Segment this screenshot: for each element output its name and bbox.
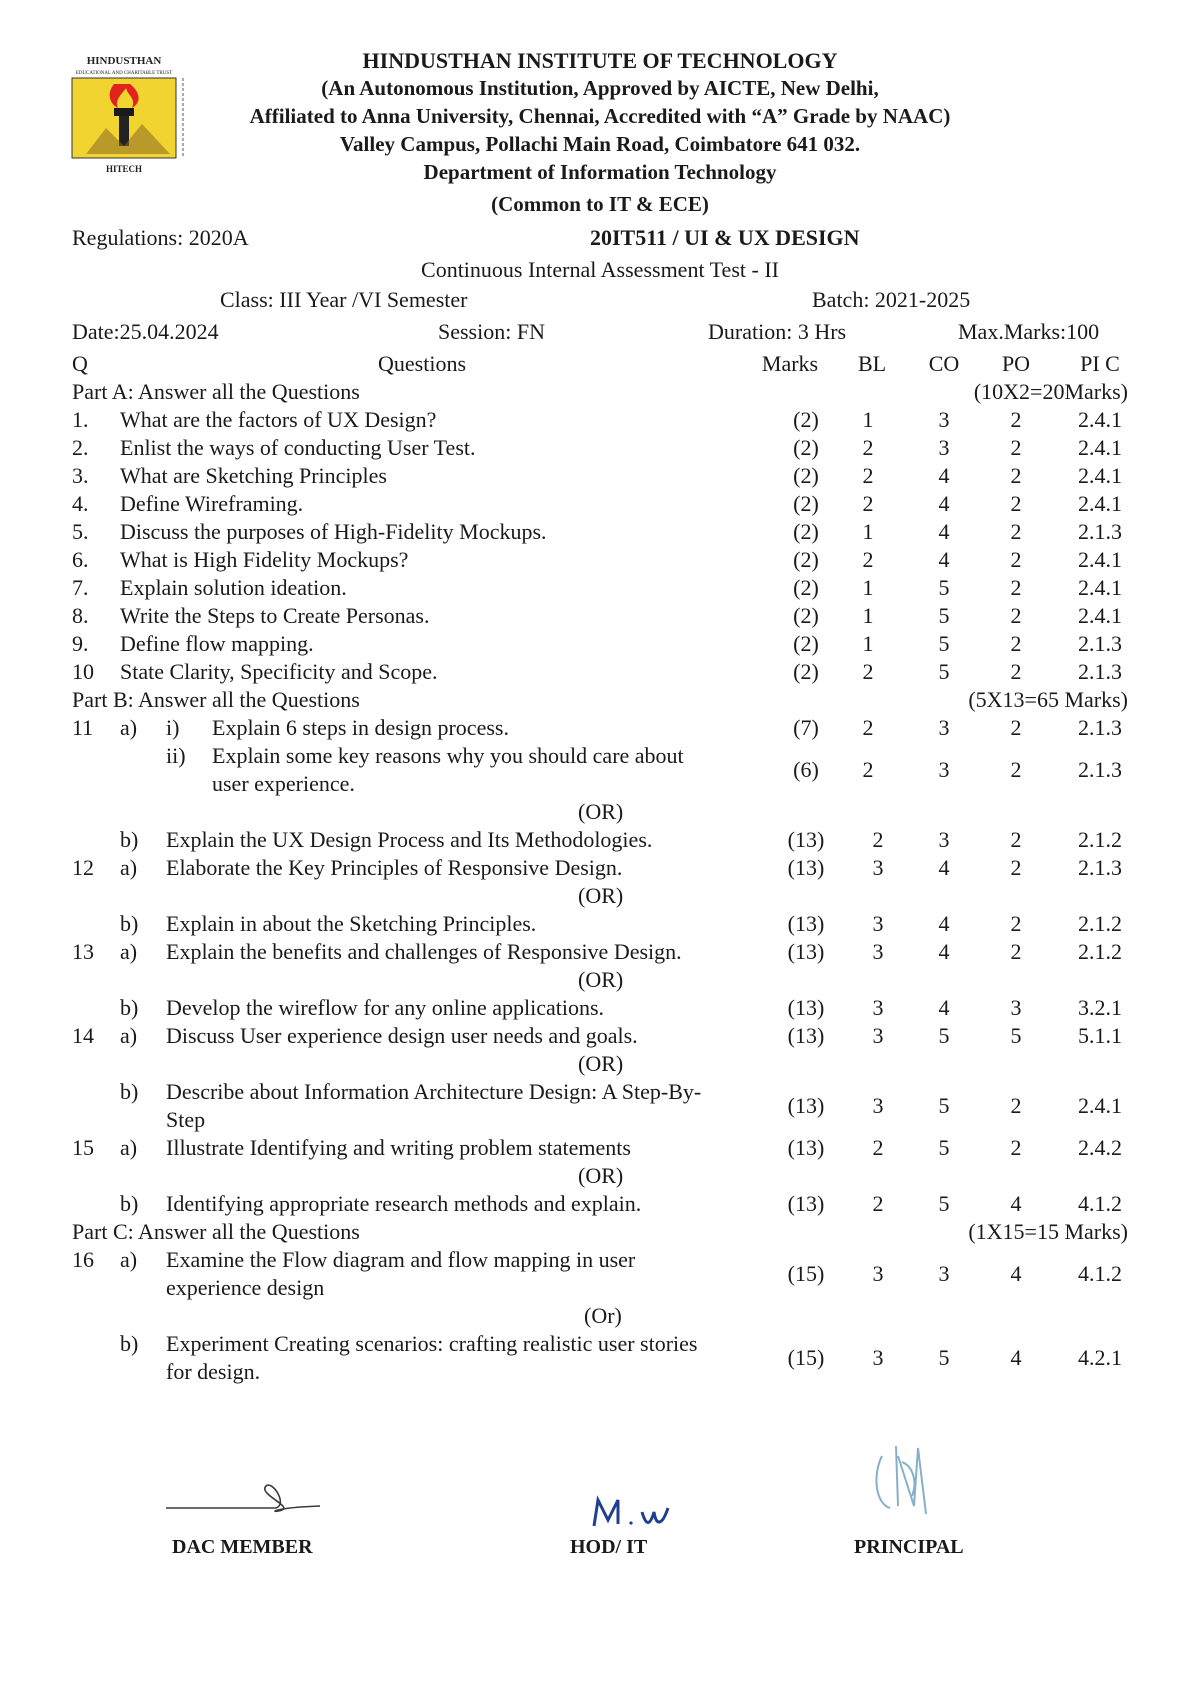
regulations: Regulations: 2020A <box>72 225 249 250</box>
q-text: What are Sketching Principles <box>120 463 387 488</box>
q-number: 12 <box>72 855 94 880</box>
q-pic: 2.1.2 <box>1078 939 1122 964</box>
q-marks: (15) <box>787 1261 825 1286</box>
q-bl: 2 <box>862 491 874 516</box>
q-bl: 2 <box>862 757 874 782</box>
q-pic: 5.1.1 <box>1078 1023 1122 1048</box>
or-separator <box>0 966 1200 994</box>
q-bl: 2 <box>862 435 874 460</box>
q-text: Define flow mapping. <box>120 631 314 656</box>
q-option: b) <box>120 1191 139 1216</box>
part-b-header <box>0 686 1200 714</box>
col-pic: PI C <box>1080 351 1120 376</box>
q-bl: 2 <box>862 463 874 488</box>
q-marks: (2) <box>793 519 819 544</box>
q-number: 14 <box>72 1023 94 1048</box>
q-co: 3 <box>938 435 950 460</box>
q-marks: (13) <box>787 1191 825 1216</box>
q-co: 5 <box>938 659 950 684</box>
q-marks: (13) <box>787 939 825 964</box>
q-text-continued: user experience. <box>212 771 355 796</box>
q-text: Write the Steps to Create Personas. <box>120 603 430 628</box>
q-number: 2. <box>72 435 89 460</box>
q-text: State Clarity, Specificity and Scope. <box>120 659 438 684</box>
part-c-marks: (1X15=15 Marks) <box>968 1219 1128 1244</box>
q-bl: 3 <box>872 995 884 1020</box>
q-option: b) <box>120 827 139 852</box>
logo-text-sub: EDUCATIONAL AND CHARITABLE TRUST <box>75 71 173 76</box>
q-co: 4 <box>938 463 950 488</box>
q-po: 2 <box>1010 463 1022 488</box>
q-marks: (2) <box>793 491 819 516</box>
q-po: 2 <box>1010 1093 1022 1118</box>
q-text: What is High Fidelity Mockups? <box>120 547 409 572</box>
q-text: Define Wireframing. <box>120 491 304 516</box>
col-questions: Questions <box>378 351 466 376</box>
q-co: 5 <box>938 1093 950 1118</box>
q-bl: 1 <box>862 519 874 544</box>
table-row <box>0 1022 1200 1050</box>
table-row <box>0 1330 1200 1386</box>
q-co: 4 <box>938 995 950 1020</box>
q-pic: 2.1.2 <box>1078 911 1122 936</box>
q-pic: 2.4.1 <box>1078 603 1122 628</box>
q-po: 2 <box>1010 519 1022 544</box>
q-marks: (2) <box>793 575 819 600</box>
table-row <box>0 462 1200 490</box>
part-c-header <box>0 1218 1200 1246</box>
q-marks: (2) <box>793 407 819 432</box>
q-pic: 2.4.1 <box>1078 463 1122 488</box>
q-pic: 2.4.1 <box>1078 575 1122 600</box>
table-row <box>0 518 1200 546</box>
table-row <box>0 1190 1200 1218</box>
q-co: 3 <box>938 827 950 852</box>
q-option: a) <box>120 1135 138 1160</box>
q-bl: 3 <box>872 911 884 936</box>
q-po: 2 <box>1010 491 1022 516</box>
q-text: Explain the benefits and challenges of Responsive Design. <box>166 939 682 964</box>
institute-name: HINDUSTHAN INSTITUTE OF TECHNOLOGY <box>362 48 838 73</box>
or-label: (OR) <box>578 967 624 992</box>
q-number: 7. <box>72 575 89 600</box>
q-pic: 2.4.1 <box>1078 547 1122 572</box>
q-co: 4 <box>938 491 950 516</box>
part-b-marks: (5X13=65 Marks) <box>968 687 1128 712</box>
department-name: Department of Information Technology <box>423 160 777 184</box>
q-marks: (15) <box>787 1345 825 1370</box>
or-label: (OR) <box>578 1051 624 1076</box>
table-row <box>0 490 1200 518</box>
logo-text-top: HINDUSTHAN <box>86 55 162 67</box>
table-row <box>0 574 1200 602</box>
q-po: 5 <box>1010 1023 1022 1048</box>
q-marks: (13) <box>787 827 825 852</box>
q-text: Identifying appropriate research methods and explain. <box>166 1191 642 1216</box>
part-b-title: Part B: Answer all the Questions <box>72 687 360 712</box>
hod-signature <box>584 1490 704 1540</box>
q-bl: 1 <box>862 575 874 600</box>
q-text: Explain solution ideation. <box>120 575 347 600</box>
or-label: (OR) <box>578 799 624 824</box>
q-text-continued: for design. <box>166 1359 261 1384</box>
common-note: (Common to IT & ECE) <box>491 192 709 216</box>
q-po: 2 <box>1010 757 1022 782</box>
q-bl: 3 <box>872 1023 884 1048</box>
table-row <box>0 434 1200 462</box>
q-text: Develop the wireflow for any online applications. <box>166 995 605 1020</box>
q-number: 5. <box>72 519 89 544</box>
q-po: 4 <box>1010 1345 1022 1370</box>
table-row <box>0 406 1200 434</box>
or-separator <box>0 1162 1200 1190</box>
exam-session: Session: FN <box>438 319 545 344</box>
q-text: Explain the UX Design Process and Its Methodologies. <box>166 827 653 852</box>
q-option: b) <box>120 995 139 1020</box>
q-number: 15 <box>72 1135 94 1160</box>
q-co: 3 <box>938 407 950 432</box>
q-option: a) <box>120 715 138 740</box>
q-bl: 2 <box>862 659 874 684</box>
or-separator <box>0 882 1200 910</box>
col-marks: Marks <box>761 351 819 376</box>
q-marks: (2) <box>793 463 819 488</box>
q-co: 5 <box>938 575 950 600</box>
q-number: 13 <box>72 939 94 964</box>
class-info: Class: III Year /VI Semester <box>220 287 468 312</box>
q-po: 2 <box>1010 855 1022 880</box>
q-po: 2 <box>1010 547 1022 572</box>
principal-label: PRINCIPAL <box>854 1536 964 1558</box>
q-option: b) <box>120 1331 139 1356</box>
q-option: a) <box>120 855 138 880</box>
q-co: 5 <box>938 1135 950 1160</box>
q-marks: (13) <box>787 995 825 1020</box>
q-option: b) <box>120 911 139 936</box>
q-co: 4 <box>938 519 950 544</box>
col-co: CO <box>928 351 960 376</box>
q-text: Describe about Information Architecture Design: A Step-By- <box>166 1079 702 1104</box>
q-text: Enlist the ways of conducting User Test. <box>120 435 476 460</box>
q-marks: (2) <box>793 435 819 460</box>
q-marks: (2) <box>793 631 819 656</box>
q-pic: 4.1.2 <box>1078 1261 1122 1286</box>
q-po: 2 <box>1010 659 1022 684</box>
q-marks: (13) <box>787 1135 825 1160</box>
q-po: 2 <box>1010 603 1022 628</box>
q-po: 2 <box>1010 407 1022 432</box>
hod-label: HOD/ IT <box>570 1536 648 1558</box>
q-pic: 2.1.3 <box>1078 855 1122 880</box>
q-text-continued: Step <box>166 1107 206 1132</box>
q-bl: 3 <box>872 1345 884 1370</box>
table-row <box>0 546 1200 574</box>
q-bl: 2 <box>862 715 874 740</box>
part-c-title: Part C: Answer all the Questions <box>72 1219 360 1244</box>
test-title: Continuous Internal Assessment Test - II <box>421 257 779 282</box>
q-marks: (13) <box>787 911 825 936</box>
q-po: 2 <box>1010 939 1022 964</box>
q-pic: 2.1.3 <box>1078 757 1122 782</box>
q-pic: 2.4.1 <box>1078 1093 1122 1118</box>
q-co: 5 <box>938 1023 950 1048</box>
or-separator <box>0 1050 1200 1078</box>
q-text: What are the factors of UX Design? <box>120 407 437 432</box>
q-option: a) <box>120 1023 138 1048</box>
q-co: 4 <box>938 855 950 880</box>
q-text-continued: experience design <box>166 1275 325 1300</box>
part-a-header <box>0 378 1200 406</box>
q-number: 4. <box>72 491 89 516</box>
table-row <box>0 630 1200 658</box>
q-bl: 3 <box>872 855 884 880</box>
q-po: 2 <box>1010 911 1022 936</box>
table-row <box>0 714 1200 742</box>
q-co: 5 <box>938 631 950 656</box>
q-number: 16 <box>72 1247 94 1272</box>
q-pic: 4.2.1 <box>1078 1345 1122 1370</box>
q-number: 11 <box>72 715 94 740</box>
table-row <box>0 994 1200 1022</box>
q-co: 4 <box>938 547 950 572</box>
or-label: (Or) <box>584 1303 622 1328</box>
col-po: PO <box>1001 351 1031 376</box>
q-bl: 1 <box>862 631 874 656</box>
table-row <box>0 938 1200 966</box>
or-label: (OR) <box>578 1163 624 1188</box>
q-text: Explain in about the Sketching Principles. <box>166 911 537 936</box>
q-po: 2 <box>1010 827 1022 852</box>
table-row <box>0 1246 1200 1302</box>
q-pic: 2.4.1 <box>1078 435 1122 460</box>
q-text: Discuss the purposes of High-Fidelity Mockups. <box>120 519 547 544</box>
institute-line-3: Affiliated to Anna University, Chennai, Accredited with “A” Grade by NAAC) <box>249 104 951 128</box>
or-separator <box>0 798 1200 826</box>
q-marks: (6) <box>793 757 819 782</box>
q-marks: (2) <box>793 547 819 572</box>
q-bl: 3 <box>872 1261 884 1286</box>
q-number: 1. <box>72 407 89 432</box>
table-row <box>0 1078 1200 1134</box>
q-number: 9. <box>72 631 89 656</box>
part-a-title: Part A: Answer all the Questions <box>72 379 360 404</box>
table-row <box>0 742 1200 798</box>
dac-member-label: DAC MEMBER <box>172 1536 313 1558</box>
q-text: Illustrate Identifying and writing problem statements <box>166 1135 631 1160</box>
table-row <box>0 658 1200 686</box>
q-pic: 2.4.1 <box>1078 407 1122 432</box>
q-text: Examine the Flow diagram and flow mapping in user <box>166 1247 636 1272</box>
q-text: Discuss User experience design user needs and goals. <box>166 1023 638 1048</box>
q-number: 3. <box>72 463 89 488</box>
institute-line-2: (An Autonomous Institution, Approved by AICTE, New Delhi, <box>321 76 879 100</box>
q-pic: 2.1.2 <box>1078 827 1122 852</box>
q-bl: 2 <box>872 1135 884 1160</box>
q-po: 3 <box>1010 995 1022 1020</box>
q-co: 5 <box>938 1345 950 1370</box>
q-marks: (2) <box>793 603 819 628</box>
q-subpart: i) <box>166 715 180 740</box>
q-bl: 2 <box>862 547 874 572</box>
q-co: 5 <box>938 1191 950 1216</box>
q-pic: 2.1.3 <box>1078 715 1122 740</box>
max-marks: Max.Marks:100 <box>958 319 1100 344</box>
q-text: Explain 6 steps in design process. <box>212 715 509 740</box>
q-bl: 1 <box>862 407 874 432</box>
q-marks: (13) <box>787 1093 825 1118</box>
course-title: 20IT511 / UI & UX DESIGN <box>590 225 860 250</box>
q-co: 4 <box>938 939 950 964</box>
q-text: Explain some key reasons why you should care about <box>212 743 684 768</box>
q-pic: 3.2.1 <box>1078 995 1122 1020</box>
q-pic: 2.1.3 <box>1078 519 1122 544</box>
q-bl: 3 <box>872 1093 884 1118</box>
q-option: a) <box>120 1247 138 1272</box>
q-po: 2 <box>1010 435 1022 460</box>
q-option: a) <box>120 939 138 964</box>
q-po: 2 <box>1010 715 1022 740</box>
table-row <box>0 854 1200 882</box>
col-bl: BL <box>857 351 887 376</box>
q-pic: 2.1.3 <box>1078 659 1122 684</box>
q-co: 3 <box>938 757 950 782</box>
table-row <box>0 1134 1200 1162</box>
q-po: 2 <box>1010 1135 1022 1160</box>
q-co: 3 <box>938 1261 950 1286</box>
q-marks: (13) <box>787 855 825 880</box>
q-pic: 2.1.3 <box>1078 631 1122 656</box>
q-po: 4 <box>1010 1261 1022 1286</box>
or-separator <box>0 1302 1200 1330</box>
q-pic: 4.1.2 <box>1078 1191 1122 1216</box>
dac-signature <box>160 1470 330 1520</box>
q-number: 6. <box>72 547 89 572</box>
q-po: 2 <box>1010 575 1022 600</box>
q-bl: 2 <box>872 827 884 852</box>
q-text: Elaborate the Key Principles of Responsive Design. <box>166 855 623 880</box>
q-number: 8. <box>72 603 89 628</box>
table-row <box>0 602 1200 630</box>
col-q: Q <box>72 351 88 376</box>
exam-duration: Duration: 3 Hrs <box>708 319 847 344</box>
q-pic: 2.4.2 <box>1078 1135 1122 1160</box>
q-co: 3 <box>938 715 950 740</box>
q-po: 4 <box>1010 1191 1022 1216</box>
column-header-row <box>0 350 1200 378</box>
q-co: 5 <box>938 603 950 628</box>
q-number: 10 <box>72 659 94 684</box>
q-marks: (13) <box>787 1023 825 1048</box>
q-marks: (2) <box>793 659 819 684</box>
q-option: b) <box>120 1079 139 1104</box>
q-subpart: ii) <box>166 743 186 768</box>
q-po: 2 <box>1010 631 1022 656</box>
exam-date: Date:25.04.2024 <box>72 319 219 344</box>
q-co: 4 <box>938 911 950 936</box>
q-bl: 3 <box>872 939 884 964</box>
q-pic: 2.4.1 <box>1078 491 1122 516</box>
or-label: (OR) <box>578 883 624 908</box>
batch-info: Batch: 2021-2025 <box>812 287 971 312</box>
q-marks: (7) <box>793 715 819 740</box>
principal-signature <box>868 1436 958 1522</box>
institute-address: Valley Campus, Pollachi Main Road, Coimbatore 641 032. <box>339 132 861 156</box>
logo-text-bottom: HITECH <box>105 164 143 174</box>
q-bl: 1 <box>862 603 874 628</box>
q-text: Experiment Creating scenarios: crafting realistic user stories <box>166 1331 698 1356</box>
part-a-marks: (10X2=20Marks) <box>973 379 1128 404</box>
table-row <box>0 910 1200 938</box>
table-row <box>0 826 1200 854</box>
q-bl: 2 <box>872 1191 884 1216</box>
